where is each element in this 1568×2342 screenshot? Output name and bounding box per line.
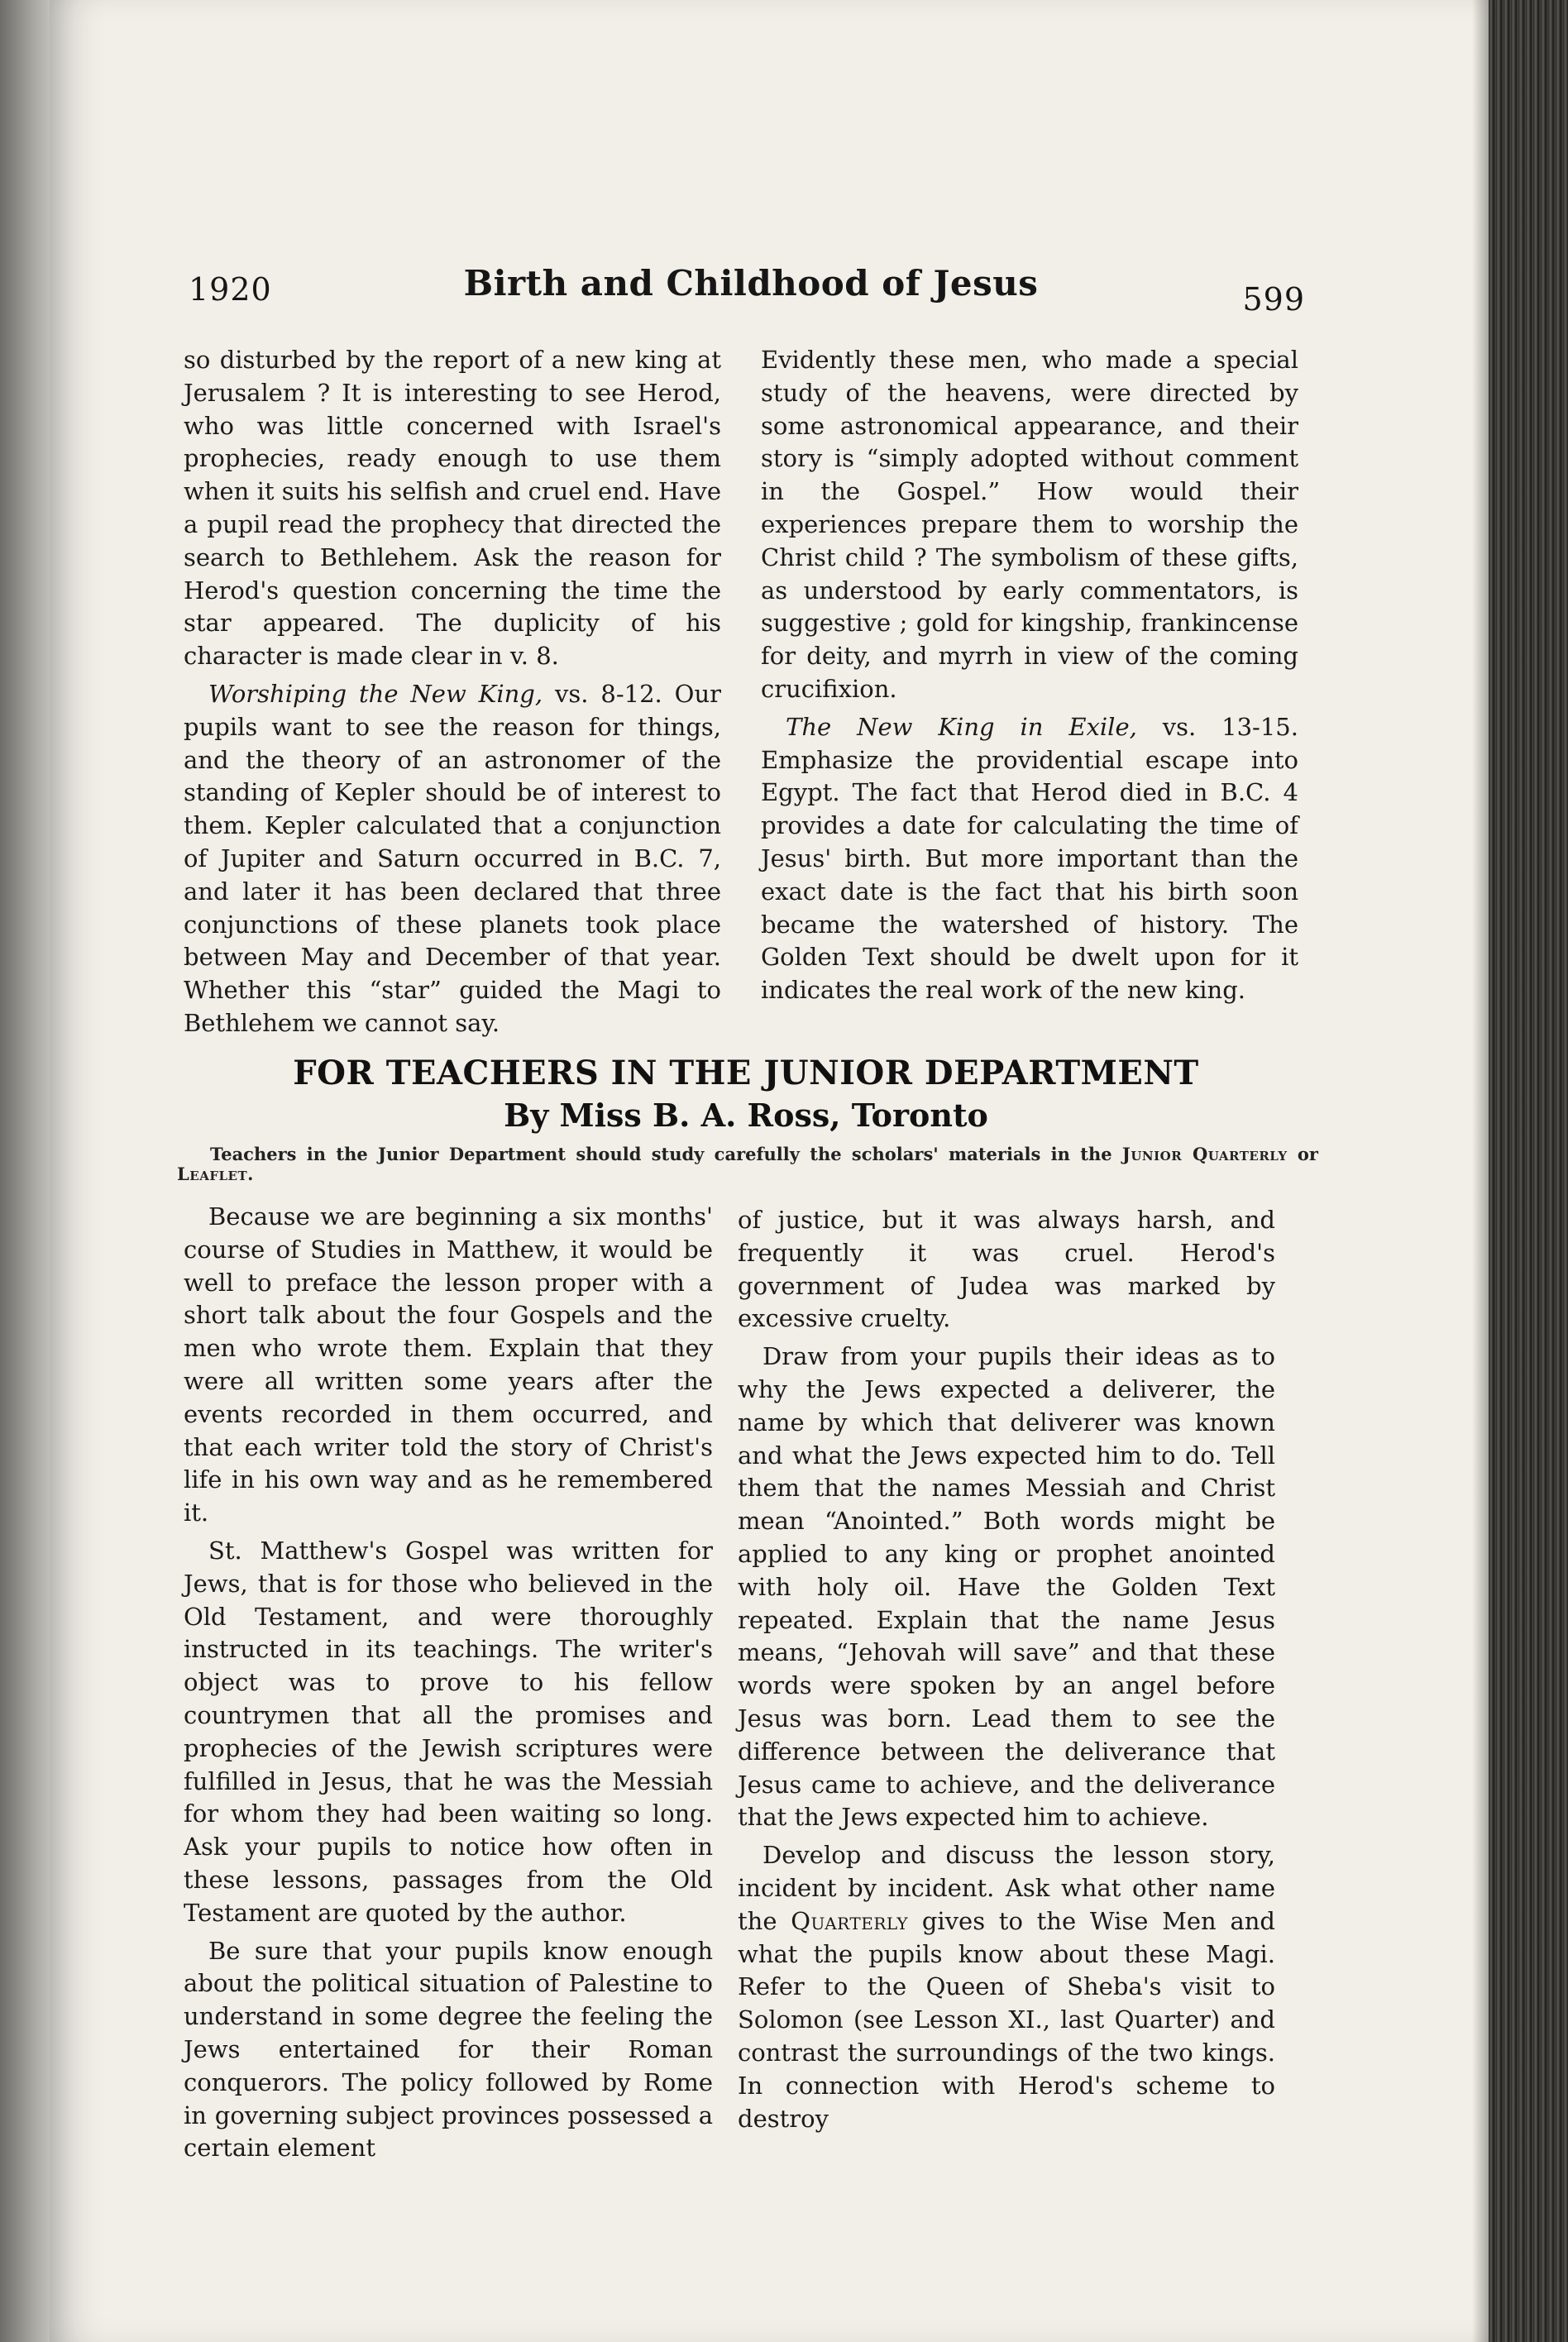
book-page-edges: [1489, 0, 1568, 2342]
paragraph: so disturbed by the report of a new king at Jerusalem ? It is interesting to see Herod, who was little concerned with Israel's prophecies, ready enough to use them when it suits his selfish and cruel end. Have a pupil read the prophecy that directed the search to Bethlehem. Ask the reason for Herod's question concerning the time the star appeared. The duplicity of his character is made clear in v. 8.: [184, 346, 721, 671]
section-heading: FOR TEACHERS IN THE JUNIOR DEPARTMENT: [293, 1054, 1199, 1092]
paragraph-text: Develop and discuss the lesson story, incident by incident. Ask what other name the: [738, 1841, 1275, 1935]
paragraph: Be sure that your pupils know enough about the political situation of Palestine to understand in some degree the feeling the Jews entertained for their Roman conquerors. The policy followed by Rome in governing subject provinces possessed a certain element: [184, 1936, 713, 2163]
note-text: or: [1287, 1144, 1318, 1164]
note-smallcaps: Junior Quarterly: [1121, 1144, 1288, 1164]
paragraph-smallcaps: Quarterly: [791, 1906, 909, 1935]
header-title: Birth and Childhood of Jesus: [463, 263, 1039, 304]
paragraph-text: vs. 8-12. Our pupils want to see the reason for things, and the theory of an astronomer of the standing of Kepler should be of interest to them. Kepler calculated that a conjunction of Jupiter and Saturn occurred in B.C. 7, and later it has been declared that three conjunctions of these planets took place between May and December of that year. Whether this “star” guided the Magi to Bethlehem we cannot say.: [184, 679, 721, 1037]
paragraph: [184, 678, 721, 1040]
paragraph: [738, 1839, 1275, 2135]
note-smallcaps: Leaflet: [177, 1164, 248, 1184]
paragraph: of justice, but it was always harsh, and frequently it was cruel. Herod's government of Judea was marked by excessive cruelty.: [738, 1206, 1275, 1333]
paragraph: Because we are beginning a six months' course of Studies in Matthew, it would be well to preface the lesson proper with a short talk about the four Gospels and the men who wrote them. Explain that they were all written some years after the events recorded in them occurred, and that each writer told the story of Christ's life in his own way and as he remembered it.: [184, 1202, 713, 1527]
note-text: .: [247, 1164, 254, 1184]
author-byline: By Miss B. A. Ross, Toronto: [504, 1097, 988, 1134]
paragraph: Draw from your pupils their ideas as to why the Jews expected a deliverer, the name by which that deliverer was known and what the Jews expected him to do. Tell them that the names Messiah and Christ mean “Anointed.” Both words might be applied to any king or prophet anointed with holy oil. Have the Golden Text repeated. Explain that the name Jesus means, “Jehovah will save” and that these words were spoken by an angel before Jesus was born. Lead them to see the difference between the deliverance that Jesus came to achieve, and the deliverance that the Jews expected him to achieve.: [738, 1342, 1275, 1832]
bottom-left-column: [184, 1201, 713, 2165]
top-right-column: [761, 344, 1298, 1007]
subheading-italic: Worshiping the New King,: [208, 679, 543, 708]
paragraph: Evidently these men, who made a special study of the heavens, were directed by some astronomical appearance, and their story is “simply adopted without comment in the Gospel.” How would their experiences prepare them to worship the Christ child ? The symbolism of these gifts, as understood by early commentators, is suggestive ; gold for kingship, frankincense for deity, and myrrh in view of the coming crucifixion.: [761, 346, 1298, 703]
running-header: [189, 263, 1313, 321]
paragraph: [761, 711, 1298, 1007]
bottom-right-column: [738, 1204, 1275, 2135]
section-note: [177, 1145, 1318, 1184]
top-left-column: [184, 344, 721, 1040]
subheading-italic: The New King in Exile,: [786, 712, 1137, 741]
note-text: Teachers in the Junior Department should study carefully the scholars' materials in the: [210, 1144, 1122, 1164]
paragraph-text: vs. 13-15. Emphasize the providential escape into Egypt. The fact that Herod died in B.C. 4 provides a date for calculating the time of Jesus' birth. But more important than the exact date is the fact that his birth soon became the watershed of history. The Golden Text should be dwelt upon for it indicates the real work of the new king.: [761, 712, 1298, 1005]
header-year: 1920: [189, 271, 272, 308]
paragraph: St. Matthew's Gospel was written for Jews, that is for those who believed in the Old Testament, and were thoroughly instructed in its teachings. The writer's object was to prove to his fellow countrymen that all the promises and prophecies of the Jewish scriptures were fulfilled in Jesus, that he was the Messiah for whom they had been waiting so long. Ask your pupils to notice how often in these lessons, passages from the Old Testament are quoted by the author.: [184, 1536, 713, 1927]
page-number: 599: [1242, 281, 1305, 318]
paragraph-text: gives to the Wise Men and what the pupils know about these Magi. Refer to the Queen of Sheba's visit to Solomon (see Lesson XI., last Quarter) and contrast the surroundings of the two kings. In connection with Herod's scheme to destroy: [738, 1906, 1275, 2133]
